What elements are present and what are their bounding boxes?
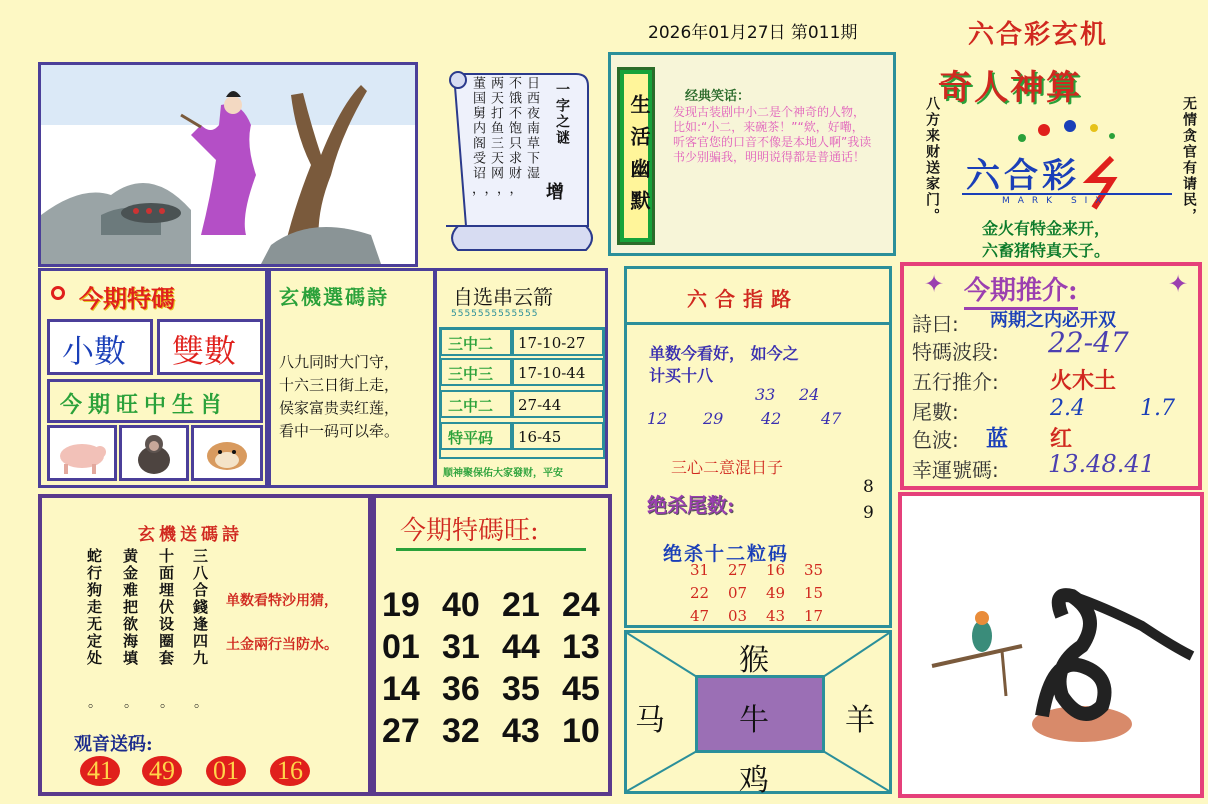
zhilu-text-2: 计买十八 xyxy=(649,366,714,385)
jue12-cell: 07 xyxy=(728,584,748,602)
xuanji-poem-box xyxy=(268,268,436,488)
zhilu-num: 29 xyxy=(703,409,724,428)
songma-punct: 。 xyxy=(194,695,208,711)
animal-monkey xyxy=(119,425,189,481)
jue12-cell: 03 xyxy=(728,607,748,625)
zixuan-row-value: 16-45 xyxy=(518,428,562,446)
songma-punct: 。 xyxy=(160,695,174,711)
tuijie-label: 特碼波段: xyxy=(912,340,999,364)
tema-wang-num: 13 xyxy=(562,628,600,666)
jue12-cell: 43 xyxy=(766,607,786,625)
jue12-cell: 31 xyxy=(690,561,710,579)
songma-side-2: 土金兩行当防水。 xyxy=(226,637,338,653)
tuijie-label: 色波: xyxy=(912,428,959,452)
qiren-title: 奇人神算 xyxy=(938,68,1082,108)
guanyin-label: 观音送码: xyxy=(74,734,153,755)
tema-wang-num: 14 xyxy=(382,670,420,708)
tema-wang-box xyxy=(372,494,612,796)
tema-wang-num: 32 xyxy=(442,712,480,750)
tema-title: 今期特碼 xyxy=(79,284,175,313)
songma-col-1: 三八合錢逢四九 xyxy=(191,548,209,667)
zhilu-text-1: 单数今看好， 如今之 xyxy=(649,344,799,363)
tema-wang-num: 10 xyxy=(562,712,600,750)
songma-col-3: 黄金难把欲海填 xyxy=(121,548,139,667)
logo-subtext: MARK SIX xyxy=(1002,196,1110,206)
xuanji-line-1: 八九同时大门守， xyxy=(279,353,400,371)
jue12-cell: 27 xyxy=(728,561,748,579)
date-issue: 2026年01月27日 第011期 xyxy=(648,23,858,43)
zodiac-box xyxy=(624,630,892,798)
jue12-cell: 16 xyxy=(766,561,786,579)
brand-title: 六合彩玄机 xyxy=(968,20,1109,50)
zhilu-num: 24 xyxy=(799,385,820,404)
scroll-title: 一字之谜 xyxy=(554,82,570,146)
xuanji-line-2: 十六三日街上走， xyxy=(279,376,400,394)
zodiac-bottom: 鸡 xyxy=(739,763,769,798)
jue12-cell: 49 xyxy=(766,584,786,602)
zixuan-row-label: 特平码 xyxy=(448,429,494,447)
zhilu-num: 42 xyxy=(761,409,782,428)
zodiac-top: 猴 xyxy=(739,643,769,678)
songma-box xyxy=(38,494,372,796)
tuijie-value: 22-47 xyxy=(1048,326,1129,359)
tema-wang-num: 27 xyxy=(382,712,420,750)
tuijie-label: 五行推介: xyxy=(912,370,999,394)
marksix-logo xyxy=(962,118,1172,214)
tuijie-value-blue: 蓝 xyxy=(986,426,1009,452)
star-icon: ✦ xyxy=(924,270,945,298)
jueshawei-num: 9 xyxy=(863,503,874,523)
tema-small xyxy=(47,319,153,375)
zhilu-num: 33 xyxy=(755,385,776,404)
bird-snake-picture xyxy=(898,492,1204,798)
tema-wang-title: 今期特碼旺: xyxy=(400,516,539,546)
tema-wang-title: 今期旺中生肖 xyxy=(60,392,229,418)
tuijie-title: 今期推介: xyxy=(964,270,1078,310)
tema-wang-num: 24 xyxy=(562,586,600,624)
songma-col-2: 十面埋伏设圈套 xyxy=(157,548,175,667)
tuijie-label: 詩曰: xyxy=(912,312,959,336)
animal-hamster xyxy=(191,425,263,481)
logo-text: 六合彩 xyxy=(966,156,1080,196)
tuijie-value: 两期之内必开双 xyxy=(990,310,1116,331)
zixuan-row-value: 17-10-44 xyxy=(518,364,586,382)
tema-wang-underline xyxy=(396,548,586,551)
tema-wang-num: 35 xyxy=(502,670,540,708)
tuijie-value: 火木土 xyxy=(1050,368,1117,394)
scroll-line-3: 两天打鱼三天网 xyxy=(488,76,503,181)
jue12-cell: 17 xyxy=(804,607,824,625)
humor-side-title: 生活幽默 xyxy=(627,94,651,222)
animal-pig xyxy=(47,425,117,481)
humor-side-frame xyxy=(617,67,655,245)
tuijie-label: 尾數: xyxy=(912,400,959,424)
zodiac-right: 羊 xyxy=(845,703,875,738)
tuijie-value: 1.7 xyxy=(1140,396,1175,421)
songma-punct: 。 xyxy=(88,695,102,711)
xuanji-line-4: 看中一码可以牵。 xyxy=(279,422,400,440)
tuijie-box xyxy=(900,262,1202,490)
tema-wang-num: 21 xyxy=(502,586,540,624)
tema-wang-num: 19 xyxy=(382,586,420,624)
zixuan-deco: 5555555555555 xyxy=(451,309,539,319)
xuanji-line-3: 侯家富贵卖红莲， xyxy=(279,399,400,417)
guanyin-ball: 41 xyxy=(80,756,120,786)
tema-wang-num: 44 xyxy=(502,628,540,666)
star-icon: ✦ xyxy=(1168,270,1189,298)
zhilu-box xyxy=(624,266,892,628)
tema-wang-num: 31 xyxy=(442,628,480,666)
jue12-title: 绝杀十二粒码 xyxy=(663,543,790,565)
zixuan-row-label: 三中三 xyxy=(448,365,494,383)
jueshawei-num: 8 xyxy=(863,477,874,497)
tema-even xyxy=(157,319,263,375)
scroll-answer: 增 xyxy=(546,182,564,203)
target-icon xyxy=(51,286,65,300)
zhilu-riddle: 三心二意混日子 xyxy=(671,458,784,477)
tema-box xyxy=(38,268,268,488)
poem-scroll xyxy=(436,66,596,258)
tuijie-label: 幸運號碼: xyxy=(912,458,999,482)
scholar-picture xyxy=(38,62,418,267)
tema-wang-num: 43 xyxy=(502,712,540,750)
songma-title: 玄機送碼詩 xyxy=(138,525,243,545)
humor-text: 发现古装剧中小二是个神奇的人物，比如:“小二，来碗茶！”“欸，好嘞，听客官您的口音不像是本地人啊”我读书少别骗我，明明说得都是普通话！ xyxy=(673,105,872,164)
scholar-tree-illustration xyxy=(41,65,415,264)
tema-wang-num: 40 xyxy=(442,586,480,624)
songma-side-1: 单数看特沙用猜， xyxy=(226,593,338,609)
tema-small-text: 小數 xyxy=(62,332,127,370)
tema-wang-num: 36 xyxy=(442,670,480,708)
qiren-left-vertical: 八方来财送家门。 xyxy=(924,96,940,224)
humor-title: 经典笑话： xyxy=(685,89,751,104)
guanyin-ball: 01 xyxy=(206,756,246,786)
zixuan-row-label: 三中二 xyxy=(448,335,494,353)
scroll-line-2: 不饿不饱只求财 xyxy=(506,76,521,181)
jue12-cell: 22 xyxy=(690,584,710,602)
jueshawei-label: 绝杀尾数: xyxy=(647,493,735,517)
guanyin-ball: 49 xyxy=(142,756,182,786)
scroll-punct: ，，，， xyxy=(472,182,529,197)
jue12-cell: 15 xyxy=(804,584,824,602)
zixuan-row-value: 17-10-27 xyxy=(518,334,586,352)
qiren-right-vertical: 无情贪官有请民， xyxy=(1181,96,1197,224)
zhilu-title: 六合指路 xyxy=(687,287,799,311)
tema-wang-num: 01 xyxy=(382,628,420,666)
zixuan-row-label: 二中二 xyxy=(448,397,494,415)
zhilu-num: 12 xyxy=(647,409,668,428)
tuijie-value: 2.4 xyxy=(1050,396,1085,421)
tema-even-text: 雙數 xyxy=(172,332,237,370)
scroll-line-1: 日西夜南草下湿 xyxy=(524,76,539,181)
songma-col-4: 蛇行狗走无定处 xyxy=(85,548,103,667)
zixuan-title: 自选串云箭 xyxy=(453,285,553,309)
jue12-cell: 35 xyxy=(804,561,824,579)
zixuan-footer: 顺神聚保佑大家發财，平安 xyxy=(443,468,563,479)
zodiac-left: 马 xyxy=(635,703,665,738)
zodiac-center: 牛 xyxy=(739,703,769,738)
bird-snake-illustration xyxy=(902,496,1200,794)
zixuan-row-value: 27-44 xyxy=(518,396,562,414)
guanyin-ball: 16 xyxy=(270,756,310,786)
songma-punct: 。 xyxy=(124,695,138,711)
tema-wang-num: 45 xyxy=(562,670,600,708)
tuijie-value-red: 红 xyxy=(1050,426,1073,452)
qiren-couplet-2: 六畜猪特真天子。 xyxy=(982,241,1111,260)
scroll-line-4: 董国舅内阁受诏 xyxy=(470,76,485,181)
humor-box xyxy=(608,52,896,256)
zhilu-num: 47 xyxy=(821,409,842,428)
xuanji-poem-title: 玄機選碼詩 xyxy=(279,285,389,309)
jue12-cell: 47 xyxy=(690,607,710,625)
qiren-couplet-1: 金火有特金来开， xyxy=(982,219,1111,238)
tuijie-value: 13.48.41 xyxy=(1048,450,1155,478)
